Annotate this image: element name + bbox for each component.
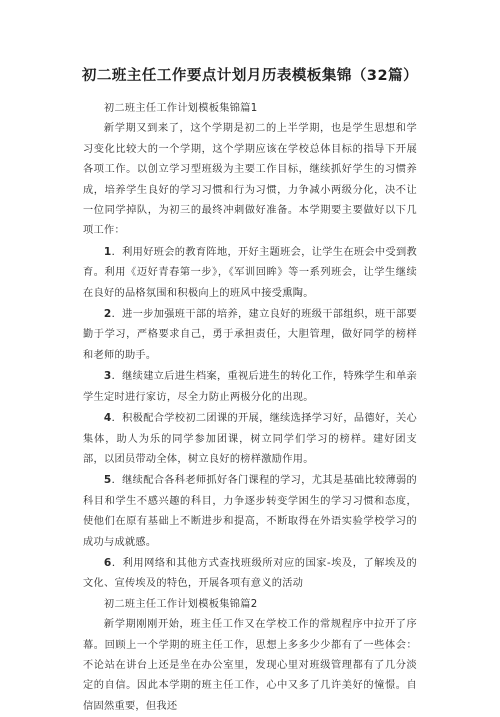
item-number: 6 <box>103 556 112 569</box>
item-text: ．积极配合学校初二团课的开展，继续选择学习好，品德好，关心集体，助人为乐的同学参加团课，树立同学们学习的榜样。建好团支部，以团员带动全体，树立良好的榜样激励作用。 <box>83 413 417 465</box>
list-item <box>83 304 417 366</box>
list-item <box>83 242 417 304</box>
item-text: ．利用好班会的教育阵地，开好主题班会，让学生在班会中受到教育。利用《迈好青春第一步》，《军训回眸》等一系列班会，让学生继续在良好的品格氛围和积极向上的班风中接受熏陶。 <box>83 246 417 299</box>
list-item <box>83 366 417 408</box>
item-number: 5 <box>103 474 112 487</box>
section-heading-2: 初二班主任工作计划模板集锦篇2 <box>103 598 258 610</box>
item-text: ．进一步加强班干部的培养，建立良好的班级干部组织，班干部要勤于学习，严格要求自己，勇于承担责任，大胆管理，做好同学的榜样和老师的助手。 <box>83 309 417 361</box>
item-text: ．继续配合各科老师抓好各门课程的学习，尤其是基础比较薄弱的科目和学生不感兴趣的科目，力争逐步转变学困生的学习习惯和态度，使他们在原有基础上不断进步和提高，不断取得在外语实验学校学习的成功与成就感。 <box>83 475 417 548</box>
list-item <box>83 470 417 553</box>
item-number: 4 <box>103 412 112 425</box>
intro-paragraph: 新学期又到来了，这个学期是初二的上半学期，也是学生思想和学习变化比较大的一个学期，这个学期应该在学校总体目标的指导下开展各项工作。以创立学习型班级为主要工作目标，继续抓好学生的习惯养成，培养学生良好的学习习惯和行为习惯，力争减小两级分化，决不让一位同学掉队，为初三的最终冲刺做好准备。本学期要主要做好以下几项工作： <box>83 123 417 237</box>
section-heading-1: 初二班主任工作计划模板集锦篇1 <box>103 103 258 114</box>
document-title: 初二班主任工作要点计划月历表模板集锦（32篇） <box>81 68 419 84</box>
item-number: 3 <box>103 370 112 383</box>
item-text: ．利用网络和其他方式查找班级所对应的国家-埃及，了解埃及的文化、宣传埃及的特色，开展各项有意义的活动 <box>83 557 417 590</box>
item-number: 1 <box>103 245 112 258</box>
item-text: ．继续建立后进生档案，重视后进生的转化工作，特殊学生和单亲学生定时进行家访，尽全力防止两极分化的出现。 <box>83 371 417 403</box>
list-item <box>83 553 417 595</box>
item-number: 2 <box>103 308 112 321</box>
list-item <box>83 408 417 470</box>
document-body <box>83 99 417 717</box>
body-paragraph: 新学期刚刚开始，班主任工作又在学校工作的常规程序中拉开了序幕。回顾上一个学期的班主任工作，思想上多多少少都有了一些体会：不论站在讲台上还是坐在办公室里，发现心里对班级管理都有了几分淡定的自信。因此本学期的班主任工作，心中又多了几许美好的憧憬。自信固然重要，但我还 <box>83 619 417 712</box>
